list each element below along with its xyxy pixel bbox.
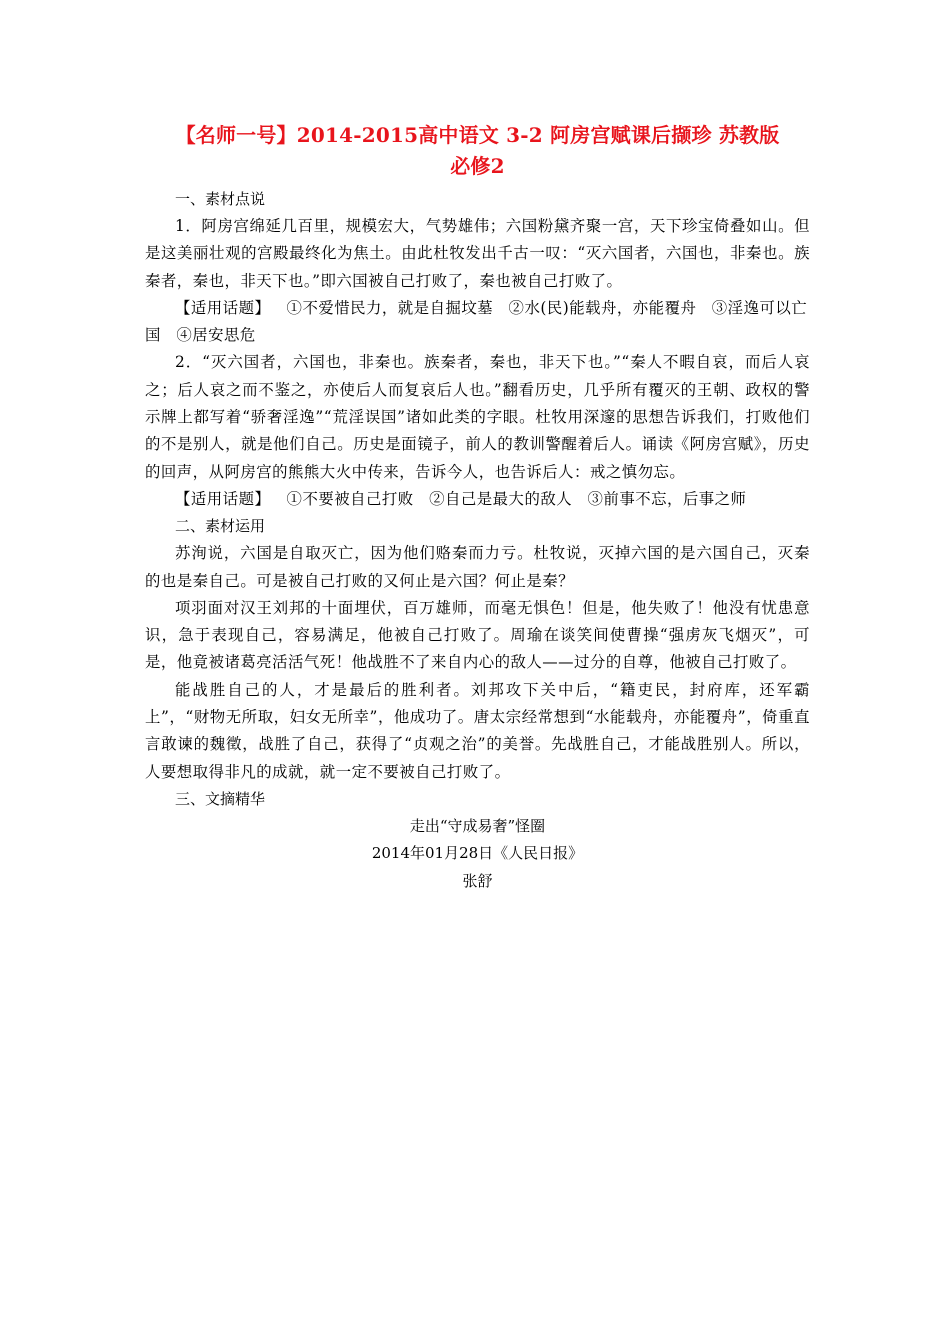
section1-paragraph-2: 2．“灭六国者，六国也，非秦也。族秦者，秦也，非天下也。”“秦人不暇自哀，而后人哀之；后人哀之而不鉴之，亦使后人而复哀后人也。”翻看历史，几乎所有覆灭的王朝、政权的警示牌上都写着“骄奢淫逸”“荒淫误国”诸如此类的字眼。杜牧用深邃的思想告诉我们，打败他们的不是别人，就是他们自己。历史是面镜子，前人的教训警醒着后人。诵读《阿房宫赋》，历史的回声，从阿房宫的熊熊大火中传来，告诉今人，也告诉后人：戒之慎勿忘。	[145, 353, 810, 481]
topic-item: ①不要被自己打败	[286, 489, 414, 508]
section1-paragraph-1: 1．阿房宫绵延几百里，规模宏大，气势雄伟；六国粉黛齐聚一宫，天下珍宝倚叠如山。但是这美丽壮观的宫殿最终化为焦土。由此杜牧发出千古一叹：“灭六国者，六国也，非秦也。族秦者，秦也，非天下也。”即六国被自己打败了，秦也被自己打败了。	[145, 217, 810, 290]
topic-item: ②水(民)能载舟，亦能覆舟	[508, 298, 697, 317]
topic-item: ③前事不忘，后事之师	[587, 489, 747, 508]
section-heading-3: 三、文摘精华	[175, 789, 266, 808]
article-title: 走出“守成易奢”怪圈	[409, 816, 546, 835]
document-title-line2: 必修2	[450, 154, 505, 178]
document-page	[145, 120, 810, 895]
section-heading-1: 一、素材点说	[175, 190, 266, 208]
section2-paragraph-2: 项羽面对汉王刘邦的十面埋伏，百万雄师，而毫无惧色！但是，他失败了！他没有忧患意识，急于表现自己，容易满足，他被自己打败了。周瑜在谈笑间使曹操“强虏灰飞烟灭”，可是，他竟被诸葛亮活活气死！他战胜不了来自内心的敌人——过分的自尊，他被自己打败了。	[145, 598, 810, 672]
article-source: 2014年01月28日《人民日报》	[371, 844, 584, 863]
topics-label: 【适用话题】	[175, 298, 271, 317]
section1-topics-2	[145, 486, 810, 513]
topic-item: ④居安思危	[176, 326, 256, 345]
topics-label: 【适用话题】	[175, 489, 271, 508]
section1-topics-1	[145, 295, 810, 350]
section2-paragraph-3: 能战胜自己的人，才是最后的胜利者。刘邦攻下关中后，“籍吏民，封府库，还军霸上”，“财物无所取，妇女无所幸”，他成功了。唐太宗经常想到“水能载舟，亦能覆舟”，倚重直言敢谏的魏徵，战胜了自己，获得了“贞观之治”的美誉。先战胜自己，才能战胜别人。所以，人要想取得非凡的成就，就一定不要被自己打败了。	[145, 680, 810, 781]
article-author: 张舒	[462, 871, 493, 890]
section-heading-2: 二、素材运用	[175, 517, 266, 536]
section2-paragraph-1: 苏洵说，六国是自取灭亡，因为他们赂秦而力亏。杜牧说，灭掉六国的是六国自己，灭秦的也是秦自己。可是被自己打败的又何止是六国？何止是秦？	[145, 544, 810, 590]
topic-item: ③淫逸可以亡国	[145, 298, 808, 345]
topic-item: ②自己是最大的敌人	[429, 489, 573, 508]
document-title-line1: 【名师一号】2014-2015高中语文 3-2 阿房宫赋课后撷珍 苏教版	[175, 123, 780, 147]
topic-item: ①不爱惜民力，就是自掘坟墓	[286, 298, 494, 317]
document-title	[145, 120, 810, 182]
